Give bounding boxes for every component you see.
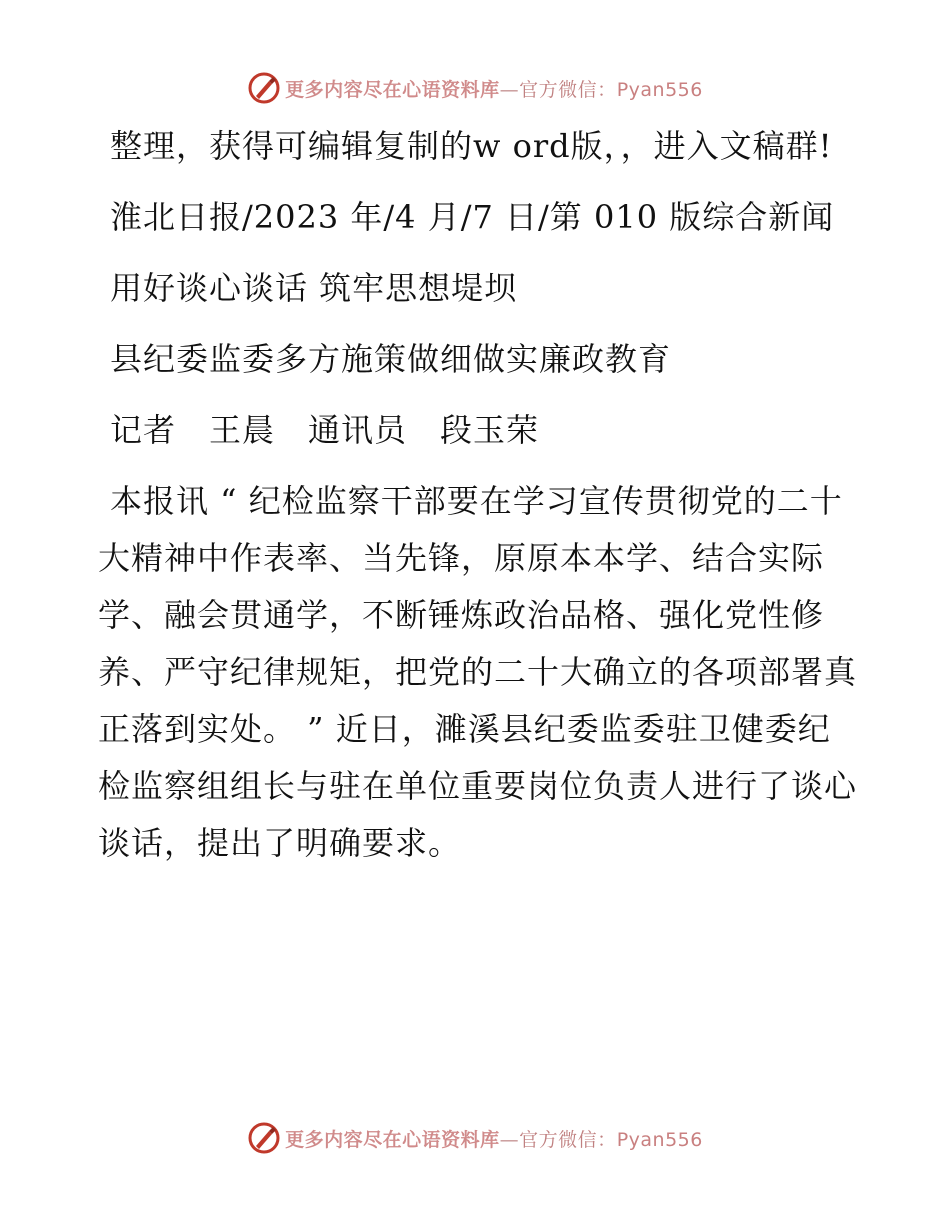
intro-paragraph: 整理，获得可编辑复制的w ord版，，进入文稿群! [110,127,833,165]
watermark-sub: 官方微信： [519,78,617,101]
watermark-separator: — [499,78,520,101]
watermark-main: 更多内容尽在心语资料库 [285,1128,500,1151]
header-watermark [0,68,950,108]
footer-watermark [0,1118,950,1158]
watermark-id: Pyan556 [616,78,703,101]
watermark-id: Pyan556 [616,1128,703,1151]
article-subtitle: 县纪委监委多方施策做细做实廉政教育 [110,340,672,378]
body-paragraph: 本报讯 “ 纪检监察干部要在学习宣传贯彻党的二十大精神中作表率、当先锋，原原本本学、结合实际学、融会贯通学，不断锤炼政治品格、强化党性修养、严守纪律规矩，把党的二十大确立的各项部署真正落到实处。 ” 近日，濉溪县纪委监委驻卫健委纪检监察组组长与驻在单位重要岗位负责人进行了谈心谈话，提出了明确要求。 [98,482,858,862]
byline: 记者 王晨 通讯员 段玉荣 [110,411,540,449]
watermark-text [285,75,703,102]
pen-logo-icon [247,1121,281,1155]
watermark-text [285,1125,703,1152]
pen-logo-icon [247,71,281,105]
source-line: 淮北日报/2023 年/4 月/7 日/第 010 版综合新闻 [110,198,835,236]
watermark-main: 更多内容尽在心语资料库 [285,78,500,101]
article-title: 用好谈心谈话 筑牢思想堤坝 [110,269,518,307]
watermark-sub: 官方微信： [519,1128,617,1151]
document-body [98,118,858,886]
watermark-separator: — [499,1128,520,1151]
